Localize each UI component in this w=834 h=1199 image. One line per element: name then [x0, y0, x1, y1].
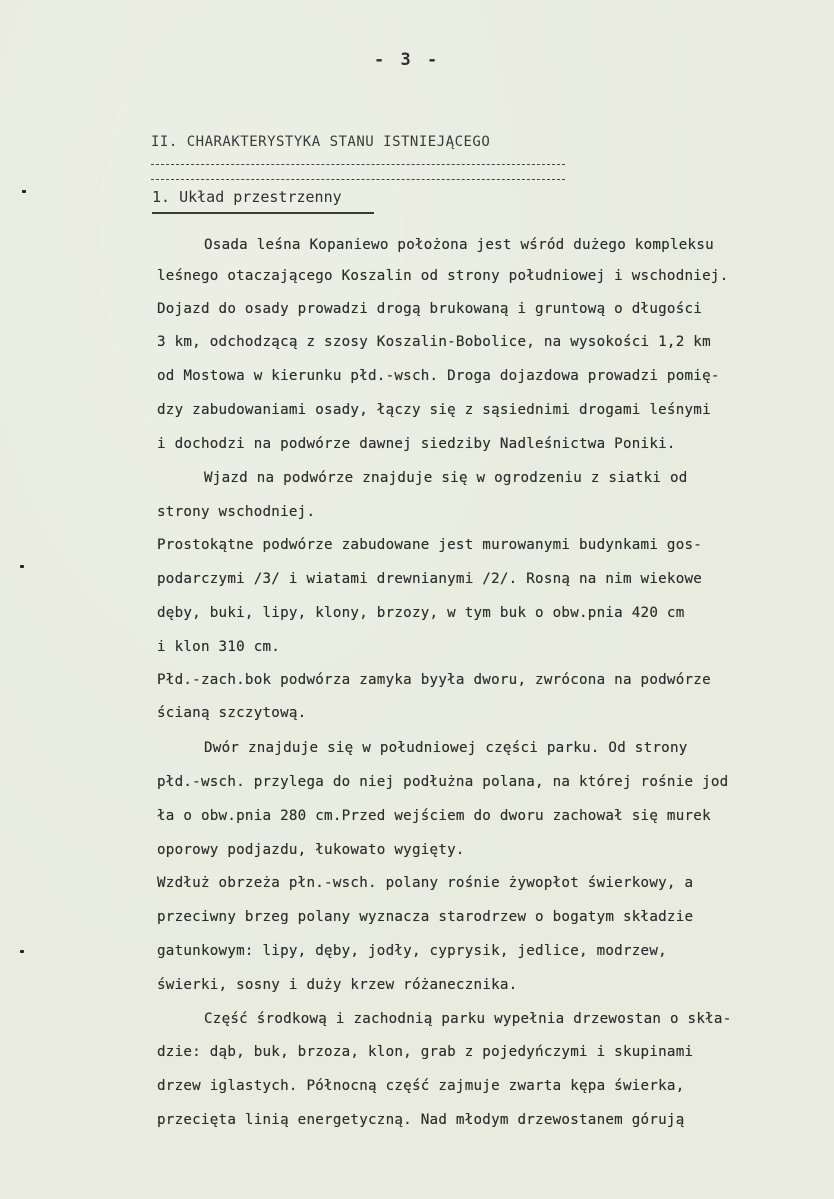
text-line: Dwór znajduje się w południowej części parku. Od strony — [204, 740, 688, 756]
text-line: i dochodzi na podwórze dawnej siedziby Nadleśnictwa Poniki. — [157, 436, 676, 452]
text-line: Osada leśna Kopaniewo położona jest wśród dużego kompleksu — [204, 237, 714, 253]
margin-dot-icon — [20, 950, 24, 953]
text-line: ścianą szczytową. — [157, 705, 307, 721]
text-line: oporowy podjazdu, łukowato wygięty. — [157, 842, 465, 858]
text-line: Wzdłuż obrzeża płn.-wsch. polany rośnie żywopłot świerkowy, a — [157, 875, 694, 891]
section-heading: II. CHARAKTERYSTYKA STANU ISTNIEJĄCEGO — [151, 134, 491, 150]
text-line: drzew iglastych. Północną część zajmuje zwarta kępa świerka, — [157, 1078, 685, 1094]
text-line: od Mostowa w kierunku płd.-wsch. Droga dojazdowa prowadzi pomię- — [157, 368, 720, 384]
text-line: gatunkowym: lipy, dęby, jodły, cyprysik, jedlice, modrzew, — [157, 943, 667, 959]
page-number: - 3 - — [374, 50, 441, 70]
text-line: 3 km, odchodzącą z szosy Koszalin-Bobolice, na wysokości 1,2 km — [157, 334, 711, 350]
underline-top-icon — [151, 164, 565, 169]
underline-bottom-icon — [151, 179, 565, 184]
text-line: przecięta linią energetyczną. Nad młodym drzewostanem górują — [157, 1112, 685, 1128]
text-line: dęby, buki, lipy, klony, brzozy, w tym buk o obw.pnia 420 cm — [157, 605, 685, 621]
text-line: płd.-wsch. przylega do niej podłużna polana, na której rośnie jod — [157, 774, 729, 790]
text-line: Prostokątne podwórze zabudowane jest murowanymi budynkami gos- — [157, 537, 703, 553]
text-line: świerki, sosny i duży krzew różanecznika. — [157, 977, 518, 993]
text-line: ła o obw.pnia 280 cm.Przed wejściem do dworu zachował się murek — [157, 808, 711, 824]
text-line: Płd.-zach.bok podwórza zamyka byyła dworu, zwrócona na podwórze — [157, 672, 711, 688]
text-line: podarczymi /3/ i wiatami drewnianymi /2/. Rosną na nim wiekowe — [157, 571, 703, 587]
margin-dot-icon — [20, 565, 24, 568]
text-line: Dojazd do osady prowadzi drogą brukowaną i gruntową o długości — [157, 301, 703, 317]
margin-dot-icon — [22, 190, 26, 193]
text-line: strony wschodniej. — [157, 504, 316, 520]
text-line: Wjazd na podwórze znajduje się w ogrodzeniu z siatki od — [204, 470, 688, 486]
text-line: dzie: dąb, buk, brzoza, klon, grab z pojedyńczymi i skupinami — [157, 1044, 694, 1060]
text-line: i klon 310 cm. — [157, 639, 281, 655]
text-line: przeciwny brzeg polany wyznacza starodrzew o bogatym składzie — [157, 909, 694, 925]
text-line: dzy zabudowaniami osady, łączy się z sąsiednimi drogami leśnymi — [157, 402, 711, 418]
text-line: leśnego otaczającego Koszalin od strony południowej i wschodniej. — [157, 268, 729, 284]
subsection-heading-underline — [152, 212, 374, 214]
text-line: Część środkową i zachodnią parku wypełnia drzewostan o skła- — [204, 1011, 732, 1027]
subsection-heading: 1. Układ przestrzenny — [152, 188, 342, 206]
